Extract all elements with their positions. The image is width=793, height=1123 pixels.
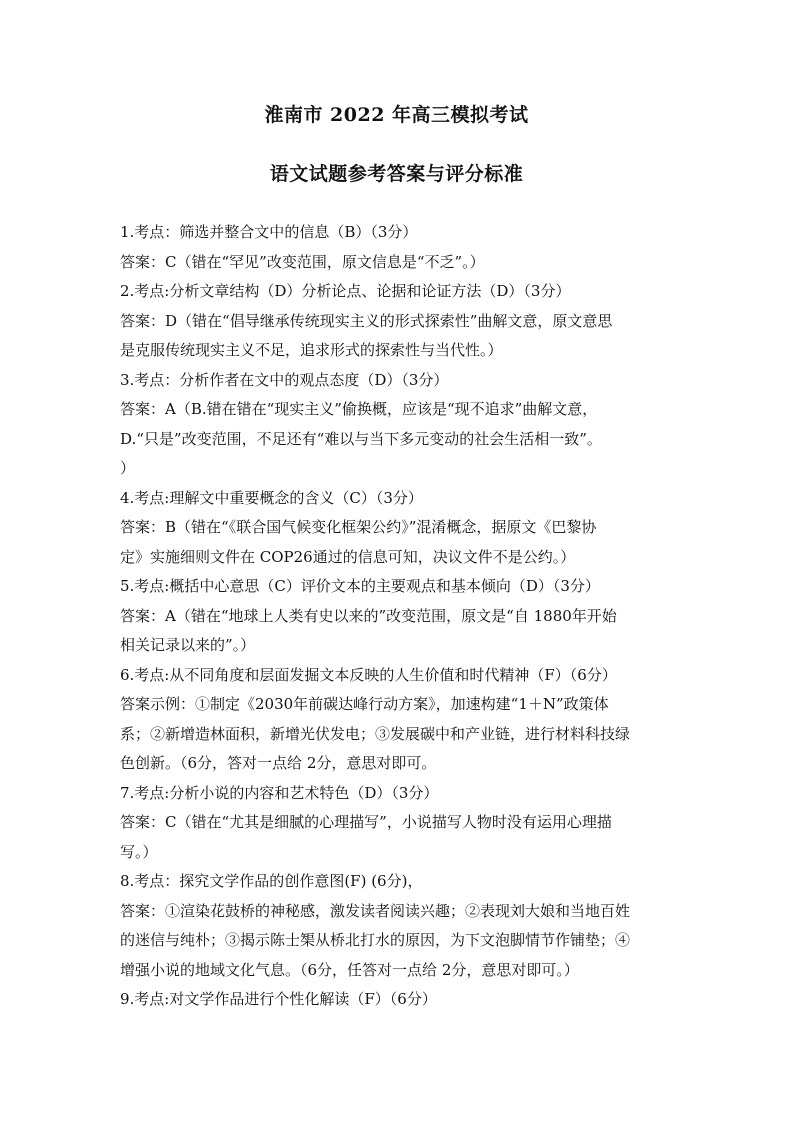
text-line: 是克服传统现实主义不足，追求形式的探索性与当代性。） xyxy=(120,341,503,359)
text-line: 答案：B（错在“《联合国气候变化框架公约》”混淆概念，据原文《巴黎协 xyxy=(120,518,597,536)
text-line: 增强小说的地域文化气息。（6分，任答对一点给 2分，意思对即可。） xyxy=(120,960,579,979)
text-line: 写。） xyxy=(120,842,158,861)
text-line: 9.考点:对文学作品进行个性化解读（F）（6分） xyxy=(120,990,437,1008)
text-line: 2.考点:分析文章结构（D）分析论点、论据和论证方法（D）（3分） xyxy=(120,282,571,300)
text-line: 答案：C（错在“尤其是细腻的心理描写”，小说描写人物时没有运用心理描 xyxy=(120,813,612,831)
text-line: 答案：A（B.错在错在“现实主义”偷换概，应该是“现不追求”曲解文意， xyxy=(120,400,598,418)
text-line: 4.考点:理解文中重要概念的含义（C）（3分） xyxy=(120,488,423,507)
text-line: 答案：①渲染花鼓桥的神秘感，激发读者阅读兴趣；②表现刘大娘和当地百姓 xyxy=(120,901,631,920)
text-line: 5.考点:概括中心意思（C）评价文本的主要观点和基本倾向（D）（3分） xyxy=(120,577,600,595)
text-line: ） xyxy=(120,459,136,477)
text-line: 系；②新增造林面积，新增光伏发电；③发展碳中和产业链，进行材料科技绿 xyxy=(120,724,631,743)
document-subtitle: 语文试题参考答案与评分标准 xyxy=(269,163,524,185)
text-line: 3.考点：分析作者在文中的观点态度（D）（3分） xyxy=(120,370,449,389)
text-line: 色创新。（6分，答对一点给 2分，意思对即可。 xyxy=(120,754,437,772)
text-line: 答案示例：①制定《2030年前碳达峰行动方案》，加速构建“1＋N”政策体 xyxy=(120,695,609,713)
text-line: 答案：A（错在“地球上人类有史以来的”改变范围，原文是“自 1880年开始 xyxy=(120,606,617,625)
text-line: 1.考点：筛选并整合文中的信息（B）（3分） xyxy=(120,223,418,241)
text-line: 7.考点:分析小说的内容和艺术特色（D）（3分） xyxy=(120,783,439,802)
document-title: 淮南市 2022 年高三模拟考试 xyxy=(264,104,529,126)
text-line: 答案：C（错在“罕见”改变范围，原文信息是“不乏”。） xyxy=(120,252,485,271)
text-line: 相关记录以来的”。） xyxy=(120,636,256,654)
answer-content xyxy=(120,218,680,1015)
text-line: 定》实施细则文件在 COP26通过的信息可知，决议文件不是公约。） xyxy=(120,547,576,566)
text-line: D.“只是”改变范围，不足还有“难以与当下多元变动的社会生活相一致”。 xyxy=(120,429,602,448)
text-line: 6.考点:从不同角度和层面发掘文本反映的人生价值和时代精神（F）（6分） xyxy=(120,665,617,684)
text-line: 8.考点：探究文学作品的创作意图(F) (6分)， xyxy=(120,872,423,890)
text-line: 答案：D（错在“倡导继承传统现实主义的形式探索性”曲解文意，原文意思 xyxy=(120,311,613,330)
text-line: 的迷信与纯朴；③揭示陈士榘从桥北打水的原因，为下文泡脚情节作铺垫；④ xyxy=(120,931,631,949)
